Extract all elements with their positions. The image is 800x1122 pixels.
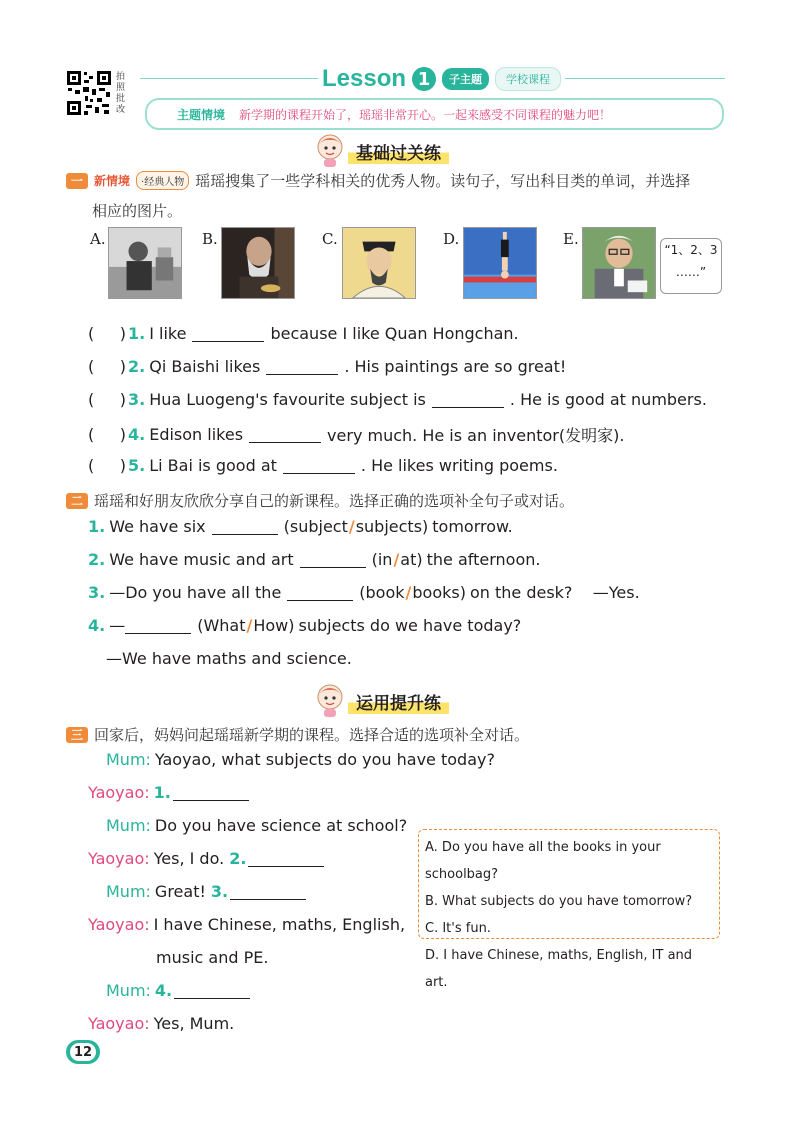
option-2: books) — [412, 583, 466, 602]
theme-bar — [145, 98, 724, 130]
picture-label-a: A. — [90, 230, 106, 248]
speaker-mum: Mum: — [106, 981, 151, 1000]
dialogue-line-1 — [106, 750, 495, 769]
question-3-text: 回家后，妈妈问起瑶瑶新学期的课程。选择合适的选项补全对话。 — [94, 726, 530, 744]
question-3-header — [66, 724, 529, 745]
dialogue-line-7 — [156, 948, 268, 967]
diver-icon — [463, 227, 537, 299]
item-text-after: . He is good at numbers. — [509, 390, 707, 409]
blank-number: 4. — [154, 981, 173, 1000]
speaker-yaoyao: Yaoyao: — [88, 1014, 150, 1033]
new-situation-subtag: ·经典人物 — [136, 171, 189, 190]
answer-blank[interactable] — [125, 617, 191, 634]
page-number-badge — [66, 1040, 100, 1064]
option-1: (book — [359, 583, 405, 602]
question-2-header — [66, 490, 574, 511]
answer-blank[interactable] — [249, 426, 321, 443]
item-text-after: on the desk? —Yes. — [469, 583, 640, 602]
answer-blank[interactable] — [174, 982, 250, 999]
item-text-after: subjects do we have today? — [298, 616, 522, 635]
item-text-before: I like — [149, 324, 187, 343]
speaker-mum: Mum: — [106, 750, 151, 769]
option-slash: / — [405, 583, 412, 602]
ancient-poet-icon — [342, 227, 416, 299]
qr-code-icon[interactable] — [66, 70, 112, 116]
speaker-yaoyao: Yaoyao: — [88, 915, 150, 934]
answer-paren[interactable]: ( ) — [88, 324, 126, 343]
dialogue-line-5 — [106, 882, 312, 901]
dialogue-line-3 — [106, 816, 407, 835]
speaker-mum: Mum: — [106, 816, 151, 835]
speech-bubble-line1: “1、2、3 — [664, 243, 718, 257]
q2-item-1 — [88, 517, 513, 536]
item-number: 5. — [128, 456, 146, 475]
item-text-after: very much. He is an inventor(发明家). — [327, 426, 625, 445]
answer-blank[interactable] — [212, 518, 278, 535]
answer-blank[interactable] — [432, 391, 504, 408]
question-1-header — [66, 170, 690, 191]
option-c: C. It's fun. — [425, 921, 491, 936]
subtheme-name: 学校课程 — [495, 67, 561, 91]
item-text-after: the afternoon. — [426, 550, 541, 569]
q2-item-4 — [88, 616, 521, 635]
item-number: 1. — [128, 324, 146, 343]
section-title-apply — [316, 684, 449, 718]
dialogue-line-2 — [88, 783, 255, 802]
item-text-before: Qi Baishi likes — [149, 357, 261, 376]
speaker-mum: Mum: — [106, 882, 151, 901]
section-title-basic — [316, 134, 449, 168]
answer-blank[interactable] — [192, 325, 264, 342]
question-number: 三 — [66, 727, 88, 743]
answer-paren[interactable]: ( ) — [88, 357, 126, 376]
speaker-yaoyao: Yaoyao: — [88, 849, 150, 868]
q2-answer-line: —We have maths and science. — [106, 649, 352, 668]
option-2: at) — [400, 550, 423, 569]
q1-item-5 — [88, 456, 558, 475]
answer-paren[interactable]: ( ) — [88, 390, 126, 409]
item-number: 1. — [88, 517, 106, 536]
item-text-before: —Do you have all the — [109, 583, 282, 602]
subtheme-tag: 子主题 — [442, 68, 489, 90]
lesson-word: Lesson — [322, 65, 407, 92]
item-number: 3. — [128, 390, 146, 409]
dialogue-text: Great! — [154, 882, 206, 901]
question-number: 二 — [66, 493, 88, 509]
option-slash: / — [348, 517, 355, 536]
answer-blank[interactable] — [173, 784, 249, 801]
dialogue-text: Yaoyao, what subjects do you have today? — [154, 750, 495, 769]
dialogue-text: Do you have science at school? — [154, 816, 408, 835]
dialogue-text: Yes, Mum. — [153, 1014, 235, 1033]
item-text-after: . He likes writing poems. — [360, 456, 558, 475]
answer-blank[interactable] — [287, 584, 353, 601]
item-text-before: Hua Luogeng's favourite subject is — [149, 390, 426, 409]
item-text-after: because I like Quan Hongchan. — [270, 324, 519, 343]
old-painter-icon — [221, 227, 295, 299]
options-box — [418, 829, 720, 990]
blank-number: 1. — [153, 783, 171, 802]
item-text-before: We have six — [109, 517, 206, 536]
item-text-before: We have music and art — [109, 550, 294, 569]
answer-blank[interactable] — [248, 850, 324, 867]
question-1-text-cont: 相应的图片。 — [92, 202, 183, 220]
dialogue-line-4 — [88, 849, 330, 868]
section-title-text: 基础过关练 — [348, 139, 449, 164]
option-2: subjects) — [355, 517, 429, 536]
question-2-text: 瑶瑶和好朋友欣欣分享自己的新课程。选择正确的选项补全句子或对话。 — [94, 492, 575, 510]
lesson-header — [318, 64, 565, 94]
speaker-yaoyao: Yaoyao: — [88, 783, 150, 802]
picture-label-c: C. — [322, 230, 338, 248]
speech-bubble — [660, 238, 722, 294]
option-1: (in — [371, 550, 393, 569]
answer-blank[interactable] — [300, 551, 366, 568]
dialogue-line-9 — [88, 1014, 234, 1033]
item-number: 4. — [88, 616, 106, 635]
answer-paren[interactable]: ( ) — [88, 425, 126, 444]
item-number: 2. — [88, 550, 106, 569]
new-situation-tag: 新情境 — [94, 174, 131, 188]
q1-item-3 — [88, 390, 707, 409]
q1-item-4 — [88, 423, 624, 446]
lesson-number: 1 — [412, 67, 436, 91]
item-text-after: . His paintings are so great! — [344, 357, 567, 376]
picture-label-d: D. — [443, 230, 460, 248]
item-number: 4. — [128, 425, 146, 444]
option-b: B. What subjects do you have tomorrow? — [425, 894, 693, 909]
question-number: 一 — [66, 173, 88, 189]
item-number: 2. — [128, 357, 146, 376]
answer-blank[interactable] — [266, 358, 338, 375]
option-1: (What — [197, 616, 246, 635]
picture-label-b: B. — [202, 230, 218, 248]
question-1-text: 瑶瑶搜集了一些学科相关的优秀人物。读句子，写出科目类的单词，并选择 — [195, 172, 691, 190]
q2-item-2 — [88, 550, 540, 569]
item-text-after: tomorrow. — [432, 517, 513, 536]
answer-blank[interactable] — [283, 457, 355, 474]
option-a: A. Do you have all the books in your schoolbag? — [425, 840, 661, 882]
dialogue-text: I have Chinese, maths, English, — [153, 915, 406, 934]
item-text-before: Edison likes — [149, 425, 244, 444]
option-slash: / — [246, 616, 253, 635]
page-number: 12 — [70, 1043, 96, 1061]
mathematician-icon — [582, 227, 656, 299]
mascot-icon — [316, 134, 344, 168]
theme-text: 新学期的课程开始了，瑶瑶非常开心。一起来感受不同课程的魅力吧！ — [239, 107, 612, 122]
answer-blank[interactable] — [230, 883, 306, 900]
mascot-icon — [316, 684, 344, 718]
item-number: 3. — [88, 583, 106, 602]
item-text-before: Li Bai is good at — [149, 456, 277, 475]
option-1: (subject — [283, 517, 348, 536]
option-slash: / — [393, 550, 400, 569]
dialogue-text: Yes, I do. — [153, 849, 225, 868]
qr-side-text: 拍照批改 — [116, 72, 126, 115]
option-2: How) — [253, 616, 295, 635]
q1-item-2 — [88, 357, 566, 376]
blank-number: 2. — [229, 849, 247, 868]
section-title-text: 运用提升练 — [348, 689, 449, 714]
answer-paren[interactable]: ( ) — [88, 456, 126, 475]
dialogue-line-8 — [106, 981, 256, 1000]
dialogue-line-6 — [88, 915, 405, 934]
theme-label: 主题情境 — [177, 107, 226, 122]
picture-label-e: E. — [563, 230, 579, 248]
q2-item-3 — [88, 583, 640, 602]
q1-item-1 — [88, 324, 519, 343]
speech-bubble-line2: ……” — [675, 265, 707, 279]
blank-number: 3. — [210, 882, 229, 901]
dialogue-text: music and PE. — [156, 948, 269, 967]
option-d: D. I have Chinese, maths, English, IT and art. — [425, 948, 693, 990]
item-text-before: — — [109, 616, 126, 635]
figure-b-w-photo-icon — [108, 227, 182, 299]
